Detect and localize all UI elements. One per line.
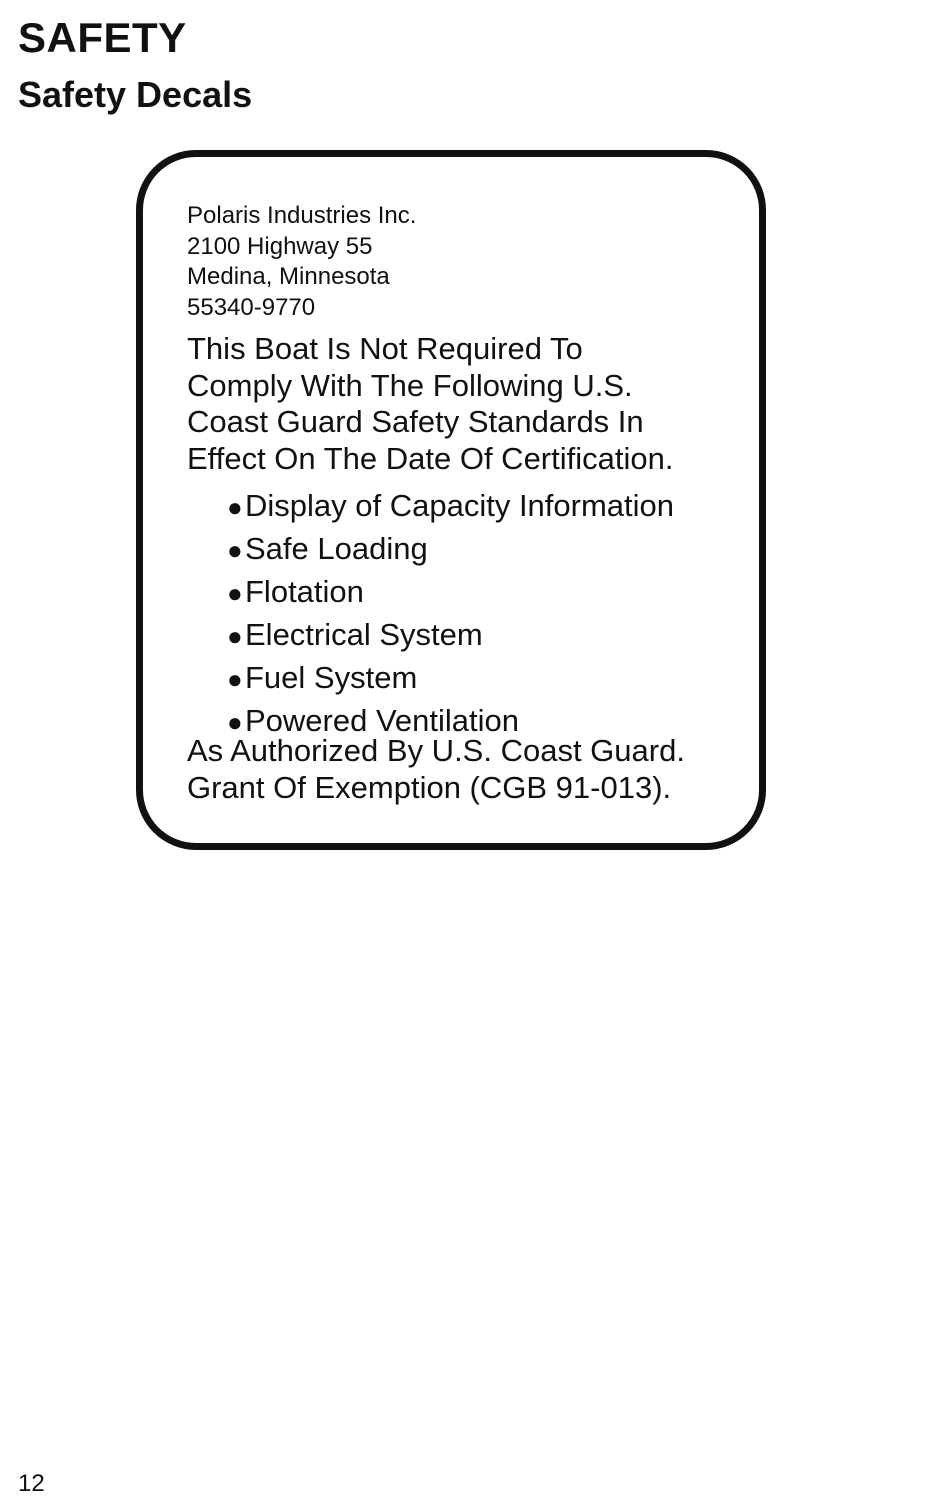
- list-item: [227, 657, 674, 700]
- authorization-line: As Authorized By U.S. Coast Guard.: [187, 733, 685, 768]
- standard-label: Flotation: [245, 574, 364, 609]
- address-line: 55340-9770: [187, 293, 316, 321]
- standard-label: Electrical System: [245, 617, 483, 652]
- standard-label: Display of Capacity Information: [245, 488, 675, 523]
- bullet-icon: ●: [227, 492, 243, 522]
- list-item: [227, 485, 674, 528]
- statement-line: Effect On The Date Of Certification.: [187, 440, 674, 476]
- address-line: Medina, Minnesota: [187, 263, 390, 290]
- address-line: Polaris Industries Inc.: [187, 202, 417, 229]
- safety-decal: [136, 150, 766, 850]
- bullet-icon: ●: [227, 664, 243, 694]
- standard-label: Safe Loading: [245, 531, 428, 566]
- list-item: [227, 614, 674, 657]
- standard-label: Powered Ventilation: [245, 703, 520, 738]
- bullet-icon: ●: [227, 707, 243, 737]
- authorization-note: [187, 733, 685, 806]
- statement-line: Coast Guard Safety Standards In: [187, 404, 644, 439]
- subsection-title: Safety Decals: [18, 74, 253, 115]
- statement-line: Comply With The Following U.S.: [187, 367, 633, 403]
- section-title: SAFETY: [18, 14, 187, 61]
- page-number: 12: [18, 1470, 45, 1497]
- address-line: 2100 Highway 55: [187, 232, 373, 260]
- exemption-statement: [187, 331, 673, 477]
- manufacturer-address: [187, 201, 416, 323]
- standard-label: Fuel System: [245, 660, 418, 695]
- list-item: [227, 571, 674, 614]
- bullet-icon: ●: [227, 578, 243, 608]
- statement-line: This Boat Is Not Required To: [187, 331, 583, 366]
- bullet-icon: ●: [227, 621, 243, 651]
- standards-list: [227, 485, 674, 743]
- list-item: [227, 528, 674, 571]
- bullet-icon: ●: [227, 535, 243, 565]
- authorization-line: Grant Of Exemption (CGB 91-013).: [187, 769, 672, 805]
